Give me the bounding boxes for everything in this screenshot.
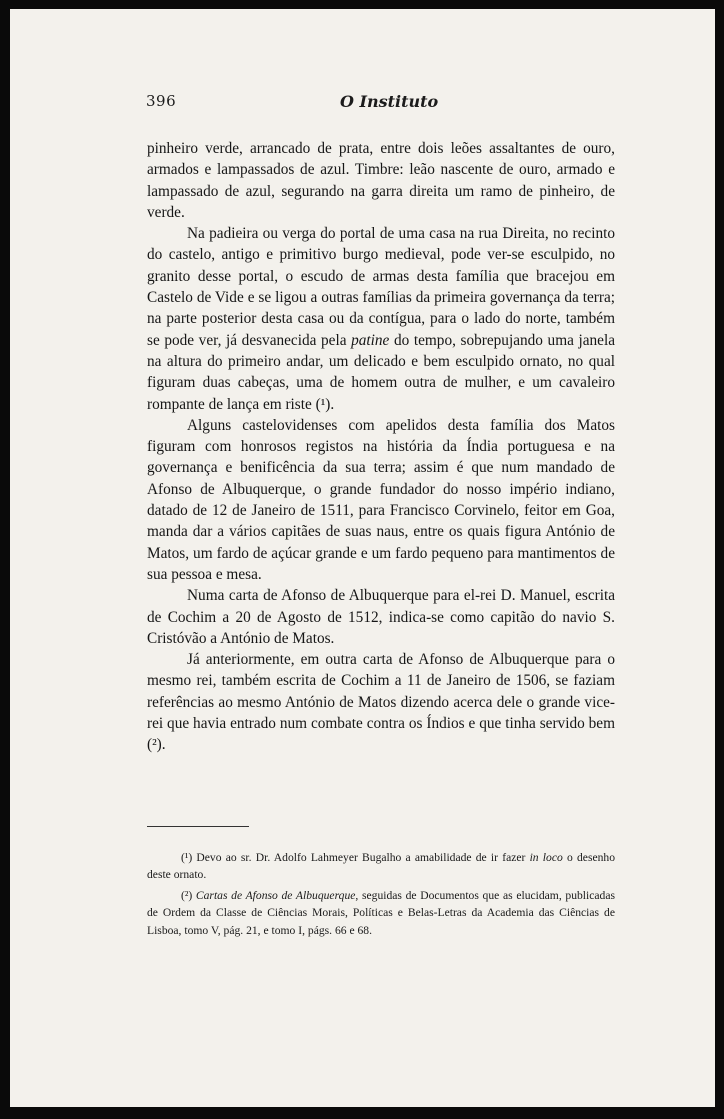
footnote-2-text-c: , seguidas de Documentos que as elucidam, publicadas de Ordem da Classe de Ciências Morais, Políticas e Belas-Letras da Academia das Ciências de Lisboa, tomo V, pág. 21, e tomo I, págs. 66 e 68. [147, 888, 615, 937]
footnote-2 [147, 887, 615, 939]
paragraph-3 [147, 415, 615, 585]
paragraph-2-text-a: Na padieira ou verga do portal de uma casa na rua Direita, no recinto do castelo, antigo e primitivo burgo medieval, pode ver-se esculpido, no granito desse portal, o escudo de armas desta família que bracejou em Castelo de Vide e se ligou a outras famílias da primeira governança da terra; na parte posterior desta casa ou da contígua, para o lado do norte, também se pode ver, já desvanecida pela [147, 225, 615, 349]
page-number: 396 [146, 92, 177, 110]
paragraph-2 [147, 223, 615, 415]
paragraph-4-text: Numa carta de Afonso de Albuquerque para el-rei D. Manuel, escrita de Cochim a 20 de Agosto de 1512, indica-se como capitão do navio S. Cristóvão a António de Matos. [147, 587, 615, 647]
footnote-1 [147, 849, 615, 884]
footnote-1-text-c: o desenho deste ornato. [147, 851, 615, 882]
footnote-2-marker: (²) [181, 888, 196, 902]
book-page [10, 9, 715, 1107]
footnotes [147, 849, 615, 939]
footnote-1-text-a: (¹) Devo ao sr. Dr. Adolfo Lahmeyer Bugalho a amabilidade de ir fazer [181, 851, 530, 864]
page-header [10, 92, 715, 116]
paragraph-4 [147, 585, 615, 649]
paragraph-1 [147, 138, 615, 223]
paragraph-1-text: pinheiro verde, arrancado de prata, entre dois leões assaltantes de ouro, armados e lampassados de azul. Timbre: leão nascente de ouro, armado e lampassado de azul, segurando na garra direita um ramo de pinheiro, de verde. [147, 140, 615, 221]
paragraph-3-text: Alguns castelovidenses com apelidos desta família dos Matos figuram com honrosos registos na história da Índia portuguesa e na governança e benificência da sua terra; assim é que num mandado de Afonso de Albuquerque, o grande fundador do nosso império indiano, datado de 12 de Janeiro de 1511, para Francisco Corvinelo, feitor em Goa, manda dar a vários capitães de suas naus, entre os quais figura António de Matos, um fardo de açúcar grande e um fardo pequeno para mantimentos de sua pessoa e mesa. [147, 416, 615, 583]
paragraph-5-text: Já anteriormente, em outra carta de Afonso de Albuquerque para o mesmo rei, também escrita de Cochim a 11 de Janeiro de 1506, se faziam referências ao mesmo António de Matos dizendo acerca dele o grande vice-rei que havia entrado num combate contra os Índios e que tinha servido bem (²). [147, 651, 615, 754]
paragraph-5 [147, 649, 615, 755]
footnote-2-italic-title: Cartas de Afonso de Albuquerque [195, 888, 356, 902]
paragraph-2-text-c: do tempo, sobrepujando uma janela na altura do primeiro andar, um delicado e bem esculpido ornato, no qual figuram duas cabeças, uma de homem outra de mulher, e um cavaleiro rompante de lança em riste (¹). [147, 331, 615, 413]
running-title: O Instituto [340, 92, 439, 111]
footnote-divider [147, 826, 249, 827]
footnote-1-italic: in loco [529, 851, 563, 864]
paragraph-2-italic-term: patine [351, 331, 390, 349]
body-text [147, 138, 615, 756]
